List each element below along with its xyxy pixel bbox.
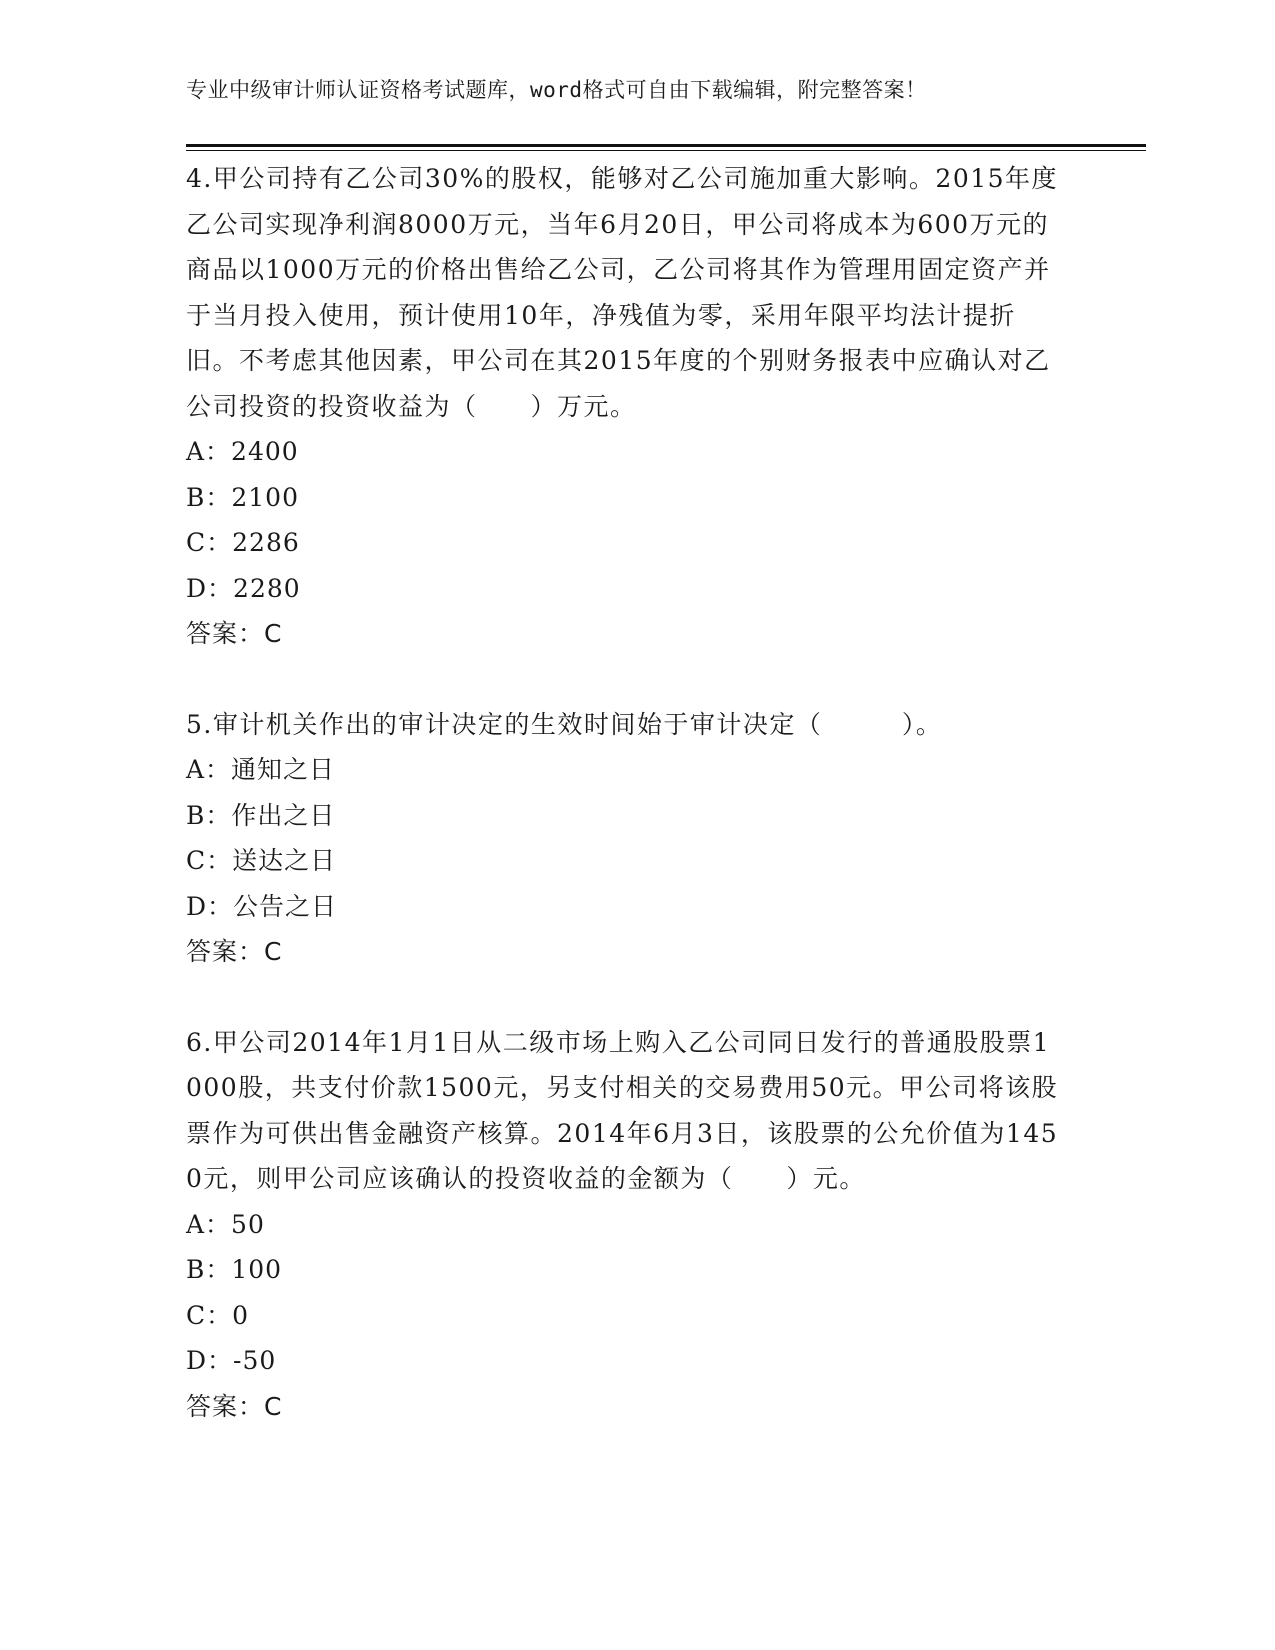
question-list [186,156,1066,1429]
option-a: A：50 [186,1209,265,1239]
option-a: A：2400 [186,437,299,466]
spacer [186,975,1066,1020]
answer-line: 答案：C [186,1391,283,1421]
spacer [186,657,1066,702]
question-stem: 5.审计机关作出的审计决定的生效时间始于审计决定（ ）。 [186,709,943,739]
option-d: D：2280 [186,573,301,603]
option-d: D：公告之日 [186,891,338,921]
question-6 [186,1020,1066,1430]
option-b: B：作出之日 [186,800,336,830]
option-b: B：100 [186,1255,283,1284]
header-rule-thin [186,150,1146,151]
option-c: C：送达之日 [186,846,337,875]
question-4 [186,156,1066,657]
answer-line: 答案：C [186,619,283,648]
option-b: B：2100 [186,482,299,512]
question-stem: 4.甲公司持有乙公司30%的股权，能够对乙公司施加重大影响。2015年度乙公司实现净利润8000万元，当年6月20日，甲公司将成本为600万元的商品以1000万元的价格出售给乙公司，乙公司将其作为管理用固定资产并于当月投入使用，预计使用10年，净残值为零，采用年限平均法计提折旧。不考虑其他因素，甲公司在其2015年度的个别财务报表中应确认对乙公司投资的投资收益为（ ）万元。 [186,164,1059,421]
question-stem: 6.甲公司2014年1月1日从二级市场上购入乙公司同日发行的普通股股票1000股，共支付价款1500元，另支付相关的交易费用50元。甲公司将该股票作为可供出售金融资产核算。2014年6月3日，该股票的公允价值为1450元，则甲公司应该确认的投资收益的金额为（ ）元。 [186,1027,1059,1193]
header-rule-thick [186,144,1146,147]
page-header: 专业中级审计师认证资格考试题库，word格式可自由下载编辑，附完整答案！ [186,78,927,102]
question-5 [186,702,1066,975]
option-c: C：0 [186,1300,250,1330]
option-a: A：通知之日 [186,755,336,784]
option-d: D：-50 [186,1346,277,1375]
answer-line: 答案：C [186,937,283,966]
option-c: C：2286 [186,528,300,557]
